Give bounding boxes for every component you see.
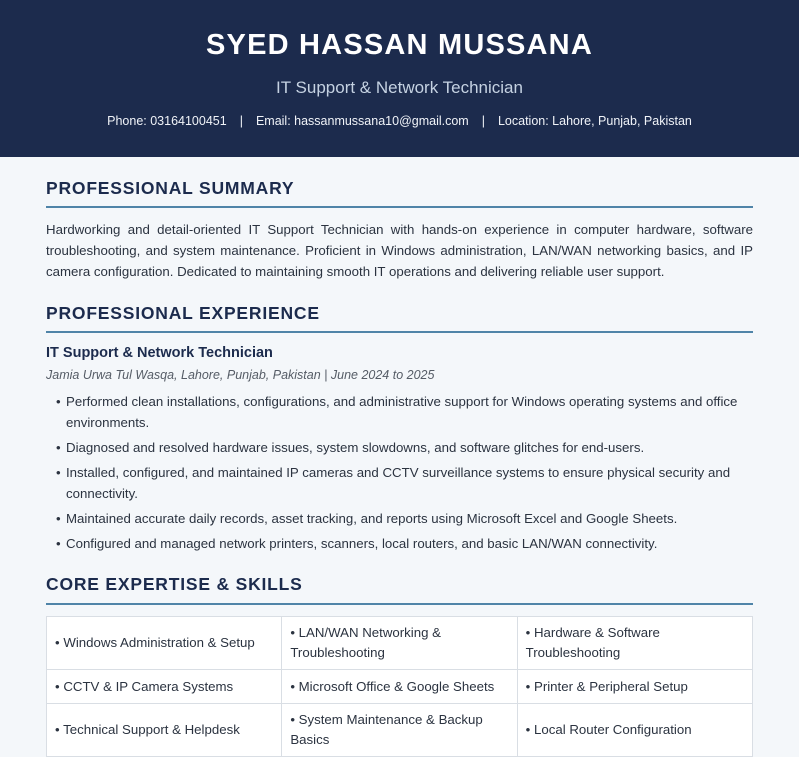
skill-cell: • Microsoft Office & Google Sheets: [282, 670, 517, 704]
job-bullet: • Diagnosed and resolved hardware issues, system slowdowns, and software glitches for end-users.: [56, 437, 754, 458]
section-title: CORE EXPERTISE & SKILLS: [46, 574, 303, 594]
skills-table: [46, 616, 753, 757]
candidate-job-title: IT Support & Network Technician: [276, 78, 523, 97]
section-divider: [46, 331, 753, 333]
phone-text: Phone: 03164100451: [107, 114, 227, 128]
skills-row: [47, 617, 753, 670]
job-bullet: • Installed, configured, and maintained IP cameras and CCTV surveillance systems to ensure physical security and connectivity.: [56, 462, 754, 504]
skills-row: [47, 670, 753, 704]
section-title: PROFESSIONAL SUMMARY: [46, 178, 295, 198]
contact-separator: |: [481, 114, 485, 128]
skills-row: [47, 704, 753, 757]
section-divider: [46, 603, 753, 605]
skill-cell: • Technical Support & Helpdesk: [47, 704, 282, 757]
section-divider: [46, 206, 753, 208]
job-bullet-list: [56, 391, 754, 558]
summary-paragraph: Hardworking and detail-oriented IT Support Technician with hands-on experience in computer hardware, software troubleshooting, and system maintenance. Proficient in Windows administration, LAN/WAN networking basics, and IP camera configuration. Dedicated to maintaining smooth IT operations and delivering reliable user support.: [46, 222, 753, 279]
job-title: IT Support & Network Technician: [46, 345, 273, 361]
contact-separator: |: [239, 114, 243, 128]
email-text: Email: hassanmussana10@gmail.com: [255, 114, 469, 128]
skill-cell: • CCTV & IP Camera Systems: [47, 670, 282, 704]
contact-line: [0, 112, 799, 130]
skill-cell: • Hardware & Software Troubleshooting: [517, 617, 752, 670]
section-title: PROFESSIONAL EXPERIENCE: [46, 303, 320, 323]
job-bullet: • Maintained accurate daily records, asset tracking, and reports using Microsoft Excel and Google Sheets.: [56, 508, 754, 529]
skill-cell: • Printer & Peripheral Setup: [517, 670, 752, 704]
summary-section-heading: [46, 177, 753, 199]
location-text: Location: Lahore, Punjab, Pakistan: [497, 114, 692, 128]
skill-cell: • Local Router Configuration: [517, 704, 752, 757]
skill-cell: • LAN/WAN Networking & Troubleshooting: [282, 617, 517, 670]
experience-section-heading: [46, 302, 753, 324]
skill-cell: • System Maintenance & Backup Basics: [282, 704, 517, 757]
skill-cell: • Windows Administration & Setup: [47, 617, 282, 670]
skills-section-heading: [46, 573, 753, 595]
resume-header: [0, 0, 799, 157]
candidate-name: SYED HASSAN MUSSANA: [206, 29, 593, 61]
job-bullet: • Configured and managed network printers, scanners, local routers, and basic LAN/WAN connectivity.: [56, 533, 754, 554]
job-bullet: • Performed clean installations, configurations, and administrative support for Windows operating systems and office environments.: [56, 391, 754, 433]
job-meta: Jamia Urwa Tul Wasqa, Lahore, Punjab, Pakistan | June 2024 to 2025: [46, 368, 435, 382]
